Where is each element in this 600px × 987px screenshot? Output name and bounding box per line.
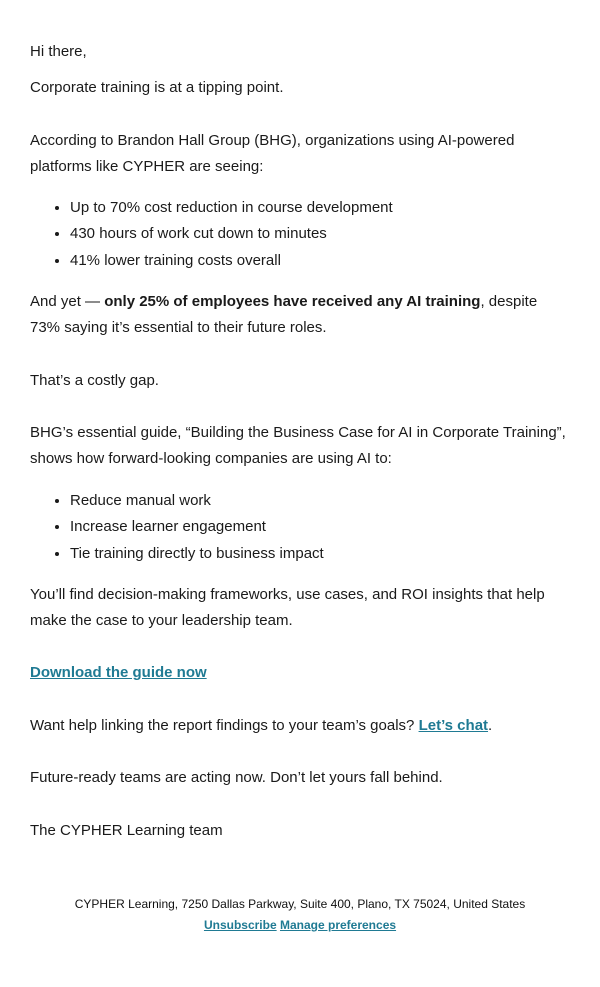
and-yet-prefix: And yet — (30, 293, 105, 310)
and-yet-paragraph (30, 289, 570, 342)
guide-paragraph: BHG’s essential guide, “Building the Business Case for AI in Corporate Training”, shows how forward-looking companies are using AI to: (30, 424, 566, 468)
unsubscribe-link[interactable]: Unsubscribe (203, 918, 277, 932)
list-item: • Tie training directly to business impact (70, 541, 570, 567)
download-paragraph (30, 660, 570, 686)
list-item: • Up to 70% cost reduction in course development (70, 195, 570, 221)
footer-address: CYPHER Learning, 7250 Dallas Parkway, Suite 400, Plano, TX 75024, United States (74, 897, 526, 911)
list-item: • 430 hours of work cut down to minutes (70, 221, 570, 247)
list-item: • Increase learner engagement (70, 514, 570, 540)
footer-links (0, 915, 600, 936)
manage-preferences-link[interactable]: Manage preferences (279, 918, 397, 932)
signoff: The CYPHER Learning team (30, 822, 223, 839)
greeting: Hi there, (30, 43, 87, 60)
guide-points-list (30, 488, 570, 567)
list-item: • Reduce manual work (70, 488, 570, 514)
list-item: • 41% lower training costs overall (70, 248, 570, 274)
lets-chat-link[interactable]: Let’s chat (418, 717, 489, 734)
stats-list (30, 195, 570, 274)
bhg-paragraph: According to Brandon Hall Group (BHG), organizations using AI-powered platforms like CYPHER are seeing: (30, 132, 515, 176)
help-suffix: . (488, 717, 493, 734)
find-paragraph: You’ll find decision-making frameworks, use cases, and ROI insights that help make the case to your leadership team. (30, 586, 545, 630)
download-guide-link[interactable]: Download the guide now (30, 664, 207, 681)
help-paragraph (30, 713, 570, 739)
future-text: Future-ready teams are acting now. Don’t let yours fall behind. (30, 769, 443, 786)
intro-text: Corporate training is at a tipping point. (30, 79, 284, 96)
help-prefix: Want help linking the report findings to your team’s goals? (30, 717, 419, 734)
gap-text: That’s a costly gap. (30, 372, 159, 389)
and-yet-suffix: , despite 73% saying it’s essential to their future roles. (30, 293, 538, 337)
and-yet-bold: only 25% of employees have received any AI training (104, 293, 481, 310)
footer (0, 894, 600, 936)
